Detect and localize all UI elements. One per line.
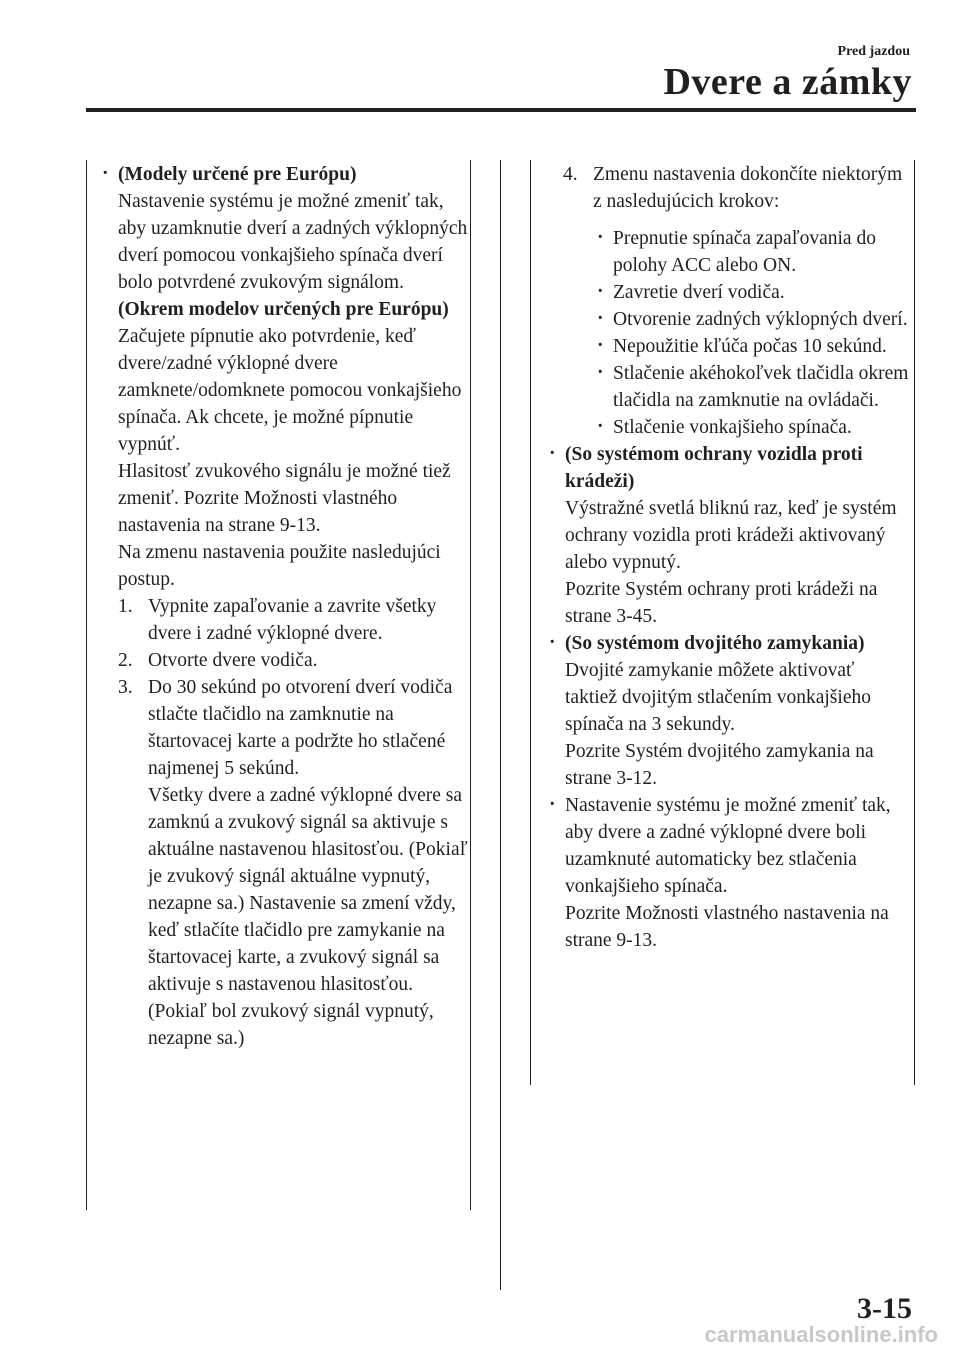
- step-number: 2.: [118, 650, 133, 671]
- bullet-heading-europe: · (Modely určené pre Európu): [98, 161, 470, 188]
- page-title: Dvere a zámky: [663, 61, 912, 103]
- left-column: [98, 161, 470, 1052]
- sub-bullet-item: · Otvorenie zadných výklopných dverí.: [545, 306, 910, 333]
- step-item: [98, 647, 470, 674]
- bullet-heading-antitheft: · (So systémom ochrany vozidla proti krádeži): [545, 441, 910, 495]
- sub-bullet-item: · Zavretie dverí vodiča.: [545, 279, 910, 306]
- bullet-heading-double-lock: · (So systémom dvojitého zamykania): [545, 630, 910, 657]
- step-text: Otvorte dvere vodiča.: [148, 650, 318, 671]
- paragraph: Začujete pípnutie ako potvrdenie, keď dvere/zadné výklopné dvere zamknete/odomknete pomocou vonkajšieho spínača. Ak chcete, je možné pípnutie vypnúť.: [118, 326, 462, 455]
- page-header-section: Pred jazdou: [837, 44, 910, 59]
- header-rule: [86, 108, 916, 112]
- step-number: 4.: [563, 164, 578, 185]
- step-text: Do 30 sekúnd po otvorení dverí vodiča stlačte tlačidlo na zamknutie na štartovacej karte a podržte ho stlačené najmenej 5 sekúnd.: [148, 677, 453, 779]
- left-margin-line: [86, 160, 87, 1210]
- step-item: [98, 593, 470, 647]
- page-number: 3-15: [857, 1292, 912, 1325]
- left-column-right-line: [470, 160, 471, 1210]
- step-text: Vypnite zapaľovanie a zavrite všetky dvere i zadné výklopné dvere.: [148, 596, 437, 644]
- step-continuation: Všetky dvere a zadné výklopné dvere sa zamknú a zvukový signál sa aktivuje s aktuálne nastavenou hlasitosťou. (Pokiaľ je zvukový signál aktuálne vypnutý, nezapne sa.) Nastavenie sa zmení vždy, keď stlačíte tlačidlo pre zamykanie na štartovacej karte, a zvukový signál sa aktivuje s nastavenou hlasitosťou. (Pokiaľ bol zvukový signál vypnutý, nezapne sa.): [148, 785, 468, 1049]
- paragraph: Dvojité zamykanie môžete aktivovať taktiež dvojitým stlačením vonkajšieho spínača na 3 sekundy.: [565, 660, 871, 735]
- right-column-left-line: [530, 160, 531, 1085]
- column-divider: [500, 160, 501, 1290]
- paragraph: Pozrite Systém dvojitého zamykania na strane 3-12.: [565, 741, 874, 789]
- paragraph: Na zmenu nastavenia použite nasledujúci postup.: [118, 542, 441, 590]
- right-column: [545, 161, 910, 954]
- step-item: [98, 674, 470, 782]
- step-number: 1.: [118, 596, 133, 617]
- step-item: [545, 161, 910, 215]
- sub-bullet-item: · Stlačenie akéhokoľvek tlačidla okrem tlačidla na zamknutie na ovládači.: [545, 360, 910, 414]
- paragraph: Pozrite Možnosti vlastného nastavenia na strane 9-13.: [565, 903, 889, 951]
- paragraph: Nastavenie systému je možné zmeniť tak, aby uzamknutie dverí a zadných výklopných dverí pomocou vonkajšieho spínača dverí bolo potvrdené zvukovým signálom.: [118, 191, 468, 293]
- paragraph: Výstražné svetlá bliknú raz, keď je systém ochrany vozidla proti krádeži aktivovaný alebo vypnutý.: [565, 498, 897, 573]
- step-number: 3.: [118, 677, 133, 698]
- bullet-auto-lock: · Nastavenie systému je možné zmeniť tak, aby dvere a zadné výklopné dvere boli uzamknuté automaticky bez stlačenia vonkajšieho spínača.: [545, 792, 910, 900]
- paragraph: Hlasitosť zvukového signálu je možné tiež zmeniť. Pozrite Možnosti vlastného nastavenia na strane 9-13.: [118, 461, 451, 536]
- sub-bullet-item: · Stlačenie vonkajšieho spínača.: [545, 414, 910, 441]
- step-text: Zmenu nastavenia dokončíte niektorým z nasledujúcich krokov:: [593, 164, 903, 212]
- paragraph: Pozrite Systém ochrany proti krádeži na strane 3-45.: [565, 579, 878, 627]
- subheading-non-europe: (Okrem modelov určených pre Európu): [118, 299, 449, 320]
- watermark: carmanualsonline.info: [704, 1322, 938, 1347]
- sub-bullet-item: · Nepoužitie kľúča počas 10 sekúnd.: [545, 333, 910, 360]
- right-margin-line: [914, 160, 915, 1085]
- sub-bullet-item: · Prepnutie spínača zapaľovania do polohy ACC alebo ON.: [545, 225, 910, 279]
